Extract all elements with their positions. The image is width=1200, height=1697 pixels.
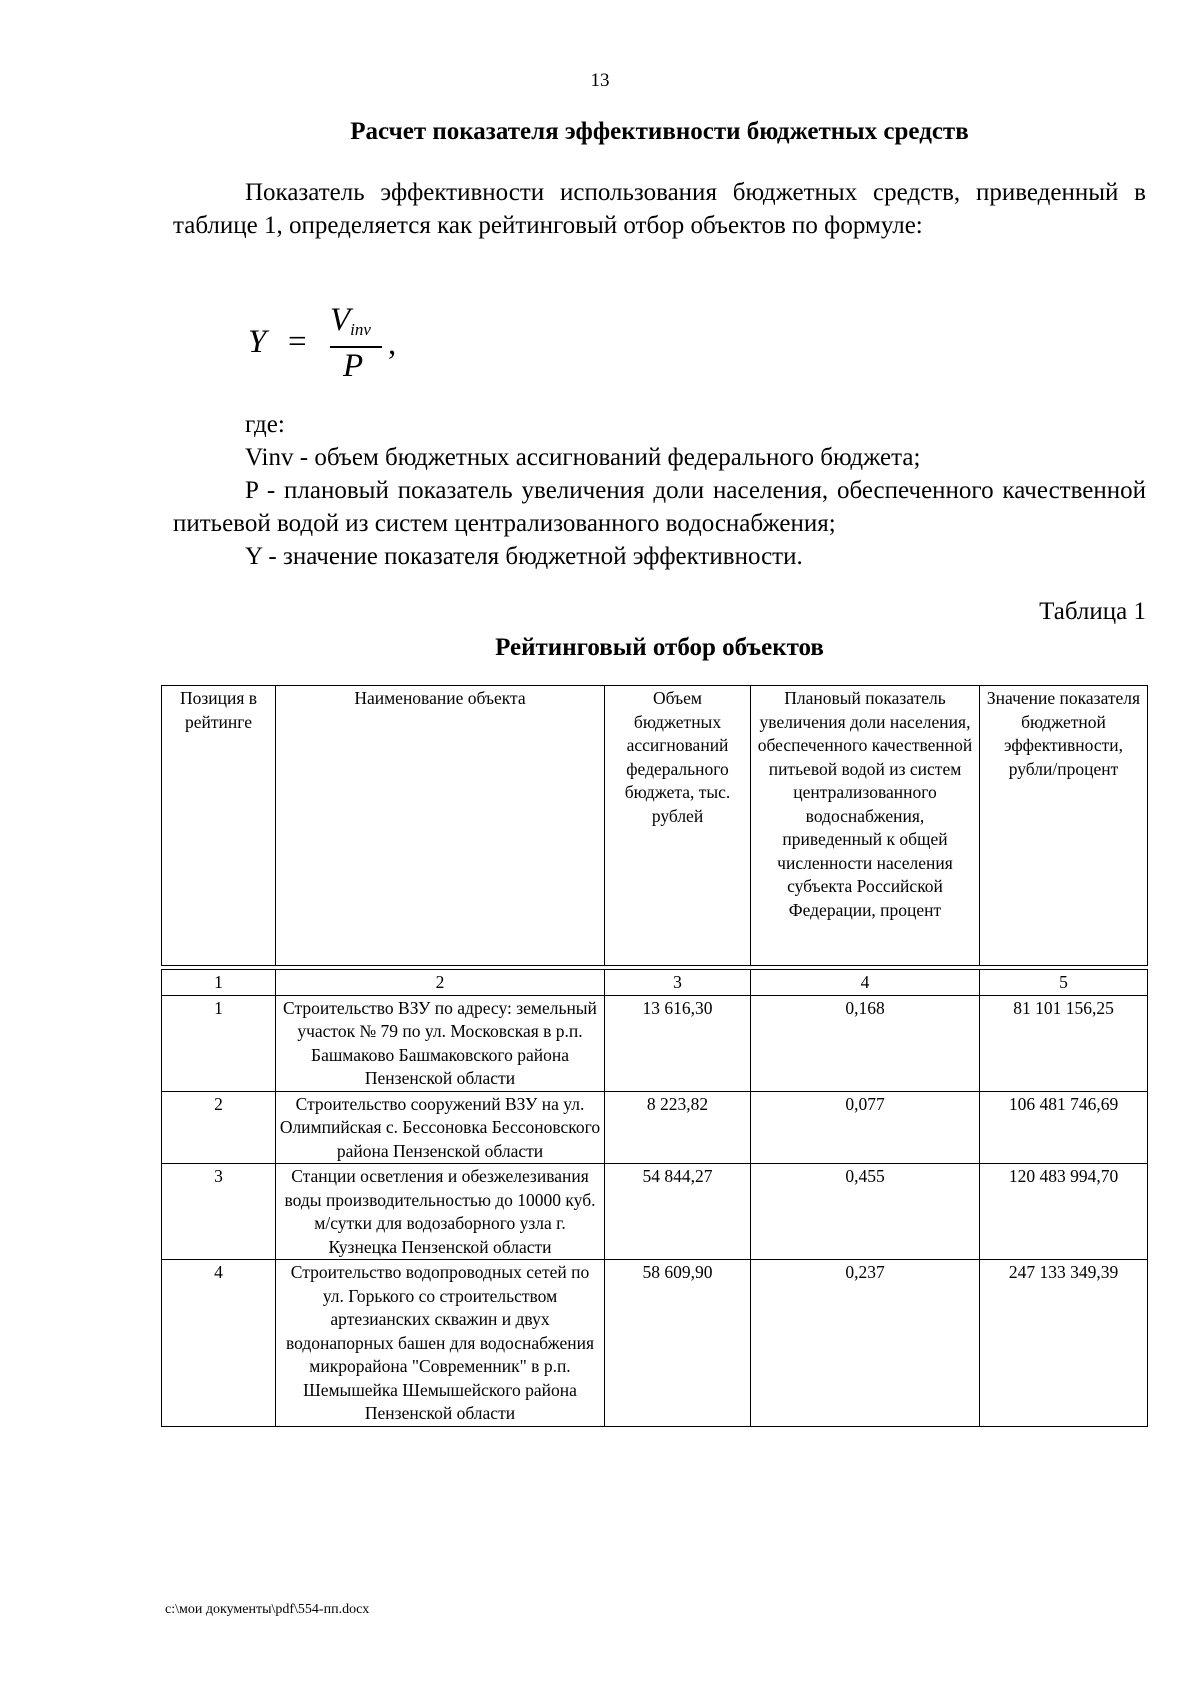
row-plan: 0,455 [751, 1164, 980, 1260]
row-value: 106 481 746,69 [980, 1091, 1148, 1164]
formula-numerator-subscript: inv [350, 320, 371, 339]
formula-equals: = [288, 324, 307, 360]
row-volume: 54 844,27 [605, 1164, 751, 1260]
row-object-name: Строительство водопроводных сетей по ул. Горького со строительством артезианских скважин и двух водонапорных башен для водоснабжения микрорайона "Современник" в р.п. Шемышейка Шемышейского района Пензенской области [276, 1260, 605, 1427]
definition-p: P - плановый показатель увеличения доли населения, обеспеченного качественной питьевой водой из систем централизованного водоснабжения; [173, 477, 1146, 537]
where-label: где: [245, 411, 285, 438]
column-number: 1 [162, 970, 276, 996]
formula-numerator [330, 302, 371, 340]
row-position: 4 [162, 1260, 276, 1427]
table-row [162, 995, 1148, 1091]
row-volume: 58 609,90 [605, 1260, 751, 1427]
row-object-name: Строительство ВЗУ по адресу: земельный участок № 79 по ул. Московская в р.п. Башмаково Башмаковского района Пензенской области [276, 995, 605, 1091]
definition-y: Y - значение показателя бюджетной эффективности. [245, 543, 803, 570]
row-position: 2 [162, 1091, 276, 1164]
formula-numerator-symbol: V [330, 302, 351, 338]
column-number: 2 [276, 970, 605, 996]
rating-table [161, 685, 1148, 1427]
formula-denominator: P [343, 348, 364, 384]
section-heading: Расчет показателя эффективности бюджетных средств [350, 118, 969, 145]
page-number: 13 [590, 70, 610, 91]
row-position: 1 [162, 995, 276, 1091]
row-value: 81 101 156,25 [980, 995, 1148, 1091]
formula-comma: , [388, 326, 397, 362]
row-volume: 8 223,82 [605, 1091, 751, 1164]
header-name: Наименование объекта [276, 686, 605, 966]
definition-vinv: Vinv - объем бюджетных ассигнований федерального бюджета; [245, 444, 921, 471]
efficiency-formula [248, 302, 448, 392]
row-volume: 13 616,30 [605, 995, 751, 1091]
header-value: Значение показателя бюджетной эффективности, рубли/процент [980, 686, 1148, 966]
row-plan: 0,237 [751, 1260, 980, 1427]
row-position: 3 [162, 1164, 276, 1260]
column-number-row [162, 970, 1148, 996]
intro-paragraph: Показатель эффективности использования бюджетных средств, приведенный в таблице 1, определяется как рейтинговый отбор объектов по формуле: [173, 179, 1146, 239]
header-volume: Объем бюджетных ассигнований федерального бюджета, тыс. рублей [605, 686, 751, 966]
header-position: Позиция в рейтинге [162, 686, 276, 966]
table-row [162, 1164, 1148, 1260]
formula-lhs: Y [248, 324, 267, 360]
row-object-name: Строительство сооружений ВЗУ на ул. Олимпийская с. Бессоновка Бессоновского района Пензенской области [276, 1091, 605, 1164]
table-row [162, 1091, 1148, 1164]
row-plan: 0,168 [751, 995, 980, 1091]
row-value: 120 483 994,70 [980, 1164, 1148, 1260]
table-title: Рейтинговый отбор объектов [495, 634, 824, 661]
column-number: 3 [605, 970, 751, 996]
column-number: 4 [751, 970, 980, 996]
row-value: 247 133 349,39 [980, 1260, 1148, 1427]
table-header-row [162, 686, 1148, 966]
table-row [162, 1260, 1148, 1427]
header-plan: Плановый показатель увеличения доли населения, обеспеченного качественной питьевой водой из систем централизованного водоснабжения, приведенный к общей численности населения субъекта Российской Федерации, процент [751, 686, 980, 966]
row-plan: 0,077 [751, 1091, 980, 1164]
column-number: 5 [980, 970, 1148, 996]
table-label: Таблица 1 [1039, 598, 1146, 625]
row-object-name: Станции осветления и обезжелезивания воды производительностью до 10000 куб. м/сутки для водозаборного узла г. Кузнецка Пензенской области [276, 1164, 605, 1260]
file-path-footer: c:\мои документы\pdf\554-пп.docx [165, 1602, 370, 1617]
